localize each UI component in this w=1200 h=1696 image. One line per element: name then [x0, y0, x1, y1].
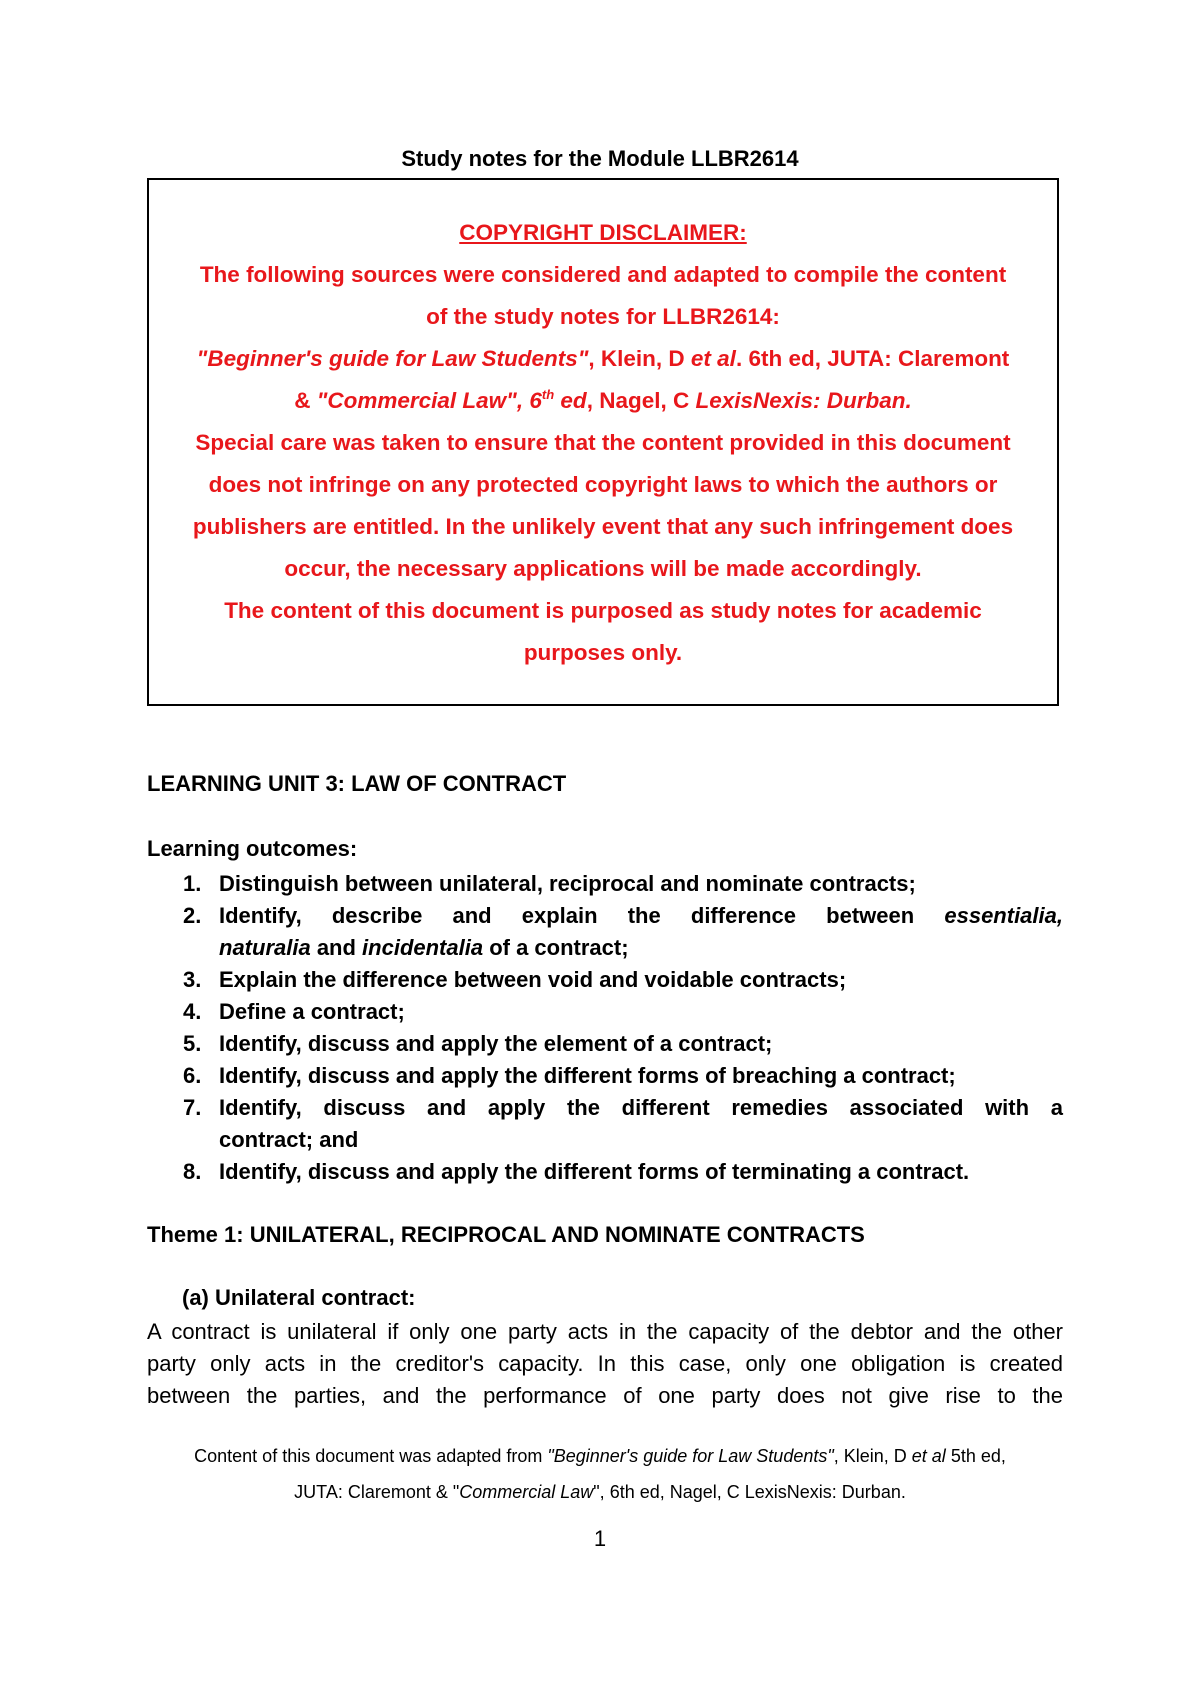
list-item: 4. Define a contract; [183, 999, 405, 1024]
body-paragraph [147, 1316, 1063, 1412]
page-number: 1 [593, 1526, 607, 1551]
disclaimer-line: publishers are entitled. In the unlikely event that any such infringement does [192, 514, 1014, 539]
list-item: 6. Identify, discuss and apply the different forms of breaching a contract; [183, 1063, 956, 1088]
list-item: 3. Explain the difference between void and voidable contracts; [183, 967, 847, 992]
disclaimer-line: The following sources were considered and adapted to compile the content [199, 262, 1007, 287]
list-item: 5. Identify, discuss and apply the element of a contract; [183, 1031, 773, 1056]
learning-outcomes-heading: Learning outcomes: [147, 836, 358, 861]
disclaimer-title: COPYRIGHT DISCLAIMER: [459, 220, 747, 245]
disclaimer-line: occur, the necessary applications will be made accordingly. [284, 556, 922, 581]
book-title: "Commercial Law" [316, 388, 517, 413]
paragraph-line: A contract is unilateral if only one party acts in the capacity of the debtor and the other [147, 1319, 1063, 1344]
document-title: Study notes for the Module LLBR2614 [401, 146, 799, 171]
disclaimer-line: The content of this document is purposed as study notes for academic [224, 598, 982, 623]
disclaimer-line: does not infringe on any protected copyright laws to which the authors or [208, 472, 998, 497]
paragraph-line: between the parties, and the performance of one party does not give rise to the [147, 1383, 1063, 1408]
footer-citation: Content of this document was adapted from "Beginner's guide for Law Students", Klein, D et al 5th ed, JUTA: Claremont & "Commercial Law", 6th ed, Nagel, C LexisNexis: Durban. [194, 1446, 1006, 1502]
copyright-disclaimer-box [147, 178, 1059, 706]
disclaimer-line: of the study notes for LLBR2614: [426, 304, 780, 329]
learning-outcomes-list [147, 868, 1063, 1188]
list-item: 7. Identify, discuss and apply the different remedies associated with a contract; and [183, 1095, 1063, 1152]
disclaimer-line: purposes only. [523, 640, 683, 665]
disclaimer-line: Special care was taken to ensure that the content provided in this document [195, 430, 1011, 455]
disclaimer-sources-line-2: & "Commercial Law", 6th ed, Nagel, C LexisNexis: Durban. [294, 387, 912, 413]
subsection-title: (a) Unilateral contract: [182, 1285, 416, 1310]
list-item: 1. Distinguish between unilateral, reciprocal and nominate contracts; [183, 871, 916, 896]
disclaimer-sources-line-1: "Beginner's guide for Law Students", Klein, D et al. 6th ed, JUTA: Claremont [196, 346, 1010, 371]
book-title: "Beginner's guide for Law Students" [196, 346, 589, 371]
list-item: 8. Identify, discuss and apply the different forms of terminating a contract. [183, 1159, 970, 1184]
paragraph-line: party only acts in the creditor's capacity. In this case, only one obligation is created [147, 1351, 1063, 1376]
list-item: 2. Identify, describe and explain the difference between essentialia, naturalia and incidentalia of a contract; [183, 903, 1063, 960]
theme-title: Theme 1: UNILATERAL, RECIPROCAL AND NOMINATE CONTRACTS [147, 1222, 865, 1247]
learning-unit-title: LEARNING UNIT 3: LAW OF CONTRACT [147, 771, 567, 796]
